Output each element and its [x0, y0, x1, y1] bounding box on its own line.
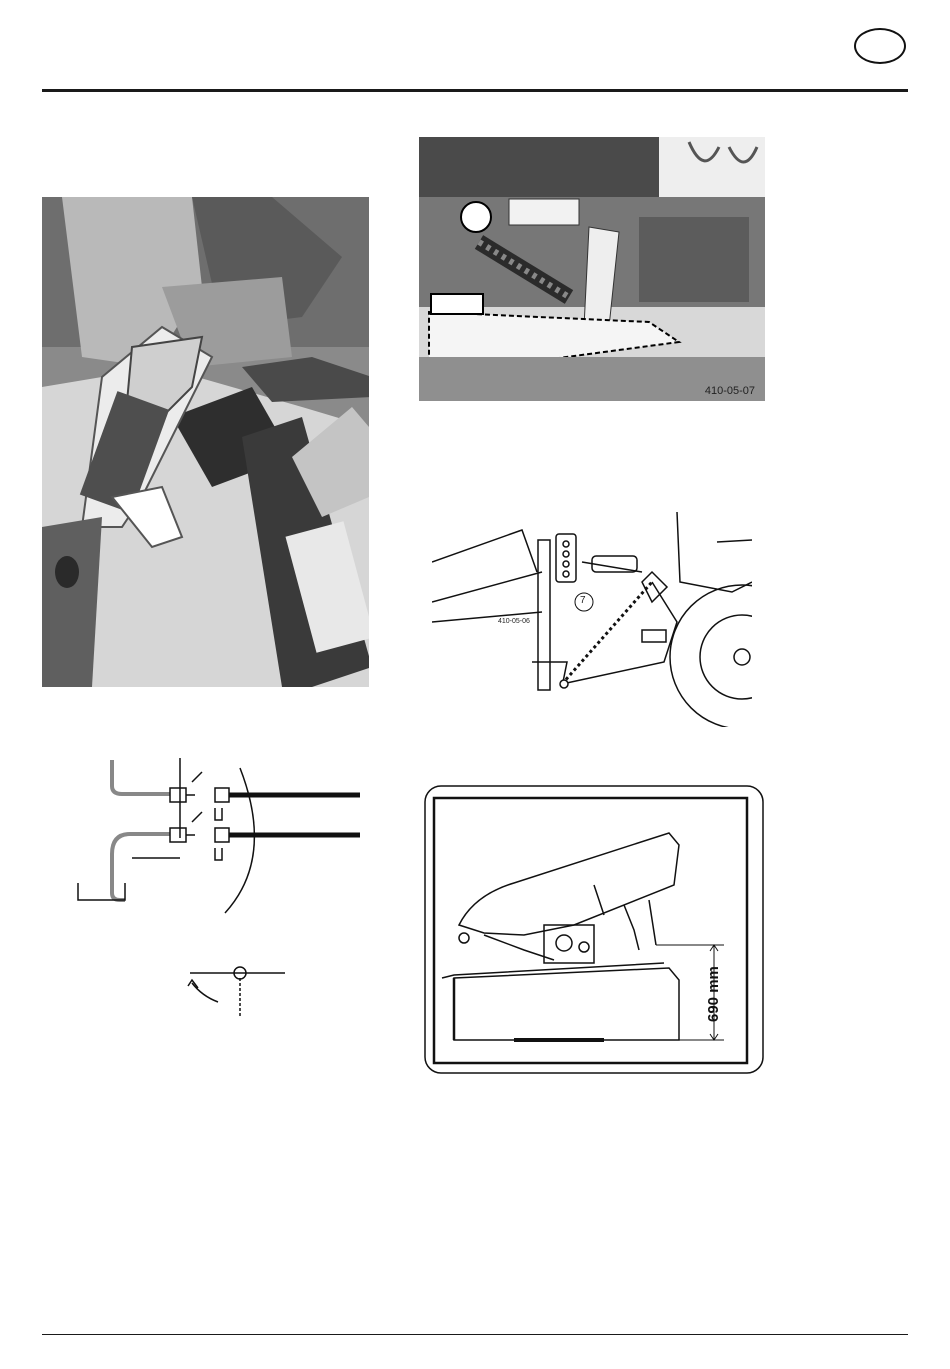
pto-shaft-photo	[42, 197, 369, 687]
header-rule	[42, 89, 908, 92]
transport-height-drawing	[424, 785, 764, 1074]
callout-label-box	[431, 294, 483, 314]
chain-figure-code: 410-05-06	[498, 618, 530, 625]
figure-code: 410-05-07	[704, 385, 755, 397]
chain-drawing	[432, 512, 752, 727]
chain-callout: 7	[580, 595, 586, 606]
language-badge	[854, 28, 906, 64]
footer-rule	[42, 1334, 908, 1335]
height-dimension: 690 mm	[705, 966, 722, 1022]
callout-circle	[461, 202, 491, 232]
hydraulic-couplings-drawing	[70, 758, 365, 1028]
spring-guard-photo	[419, 137, 765, 401]
